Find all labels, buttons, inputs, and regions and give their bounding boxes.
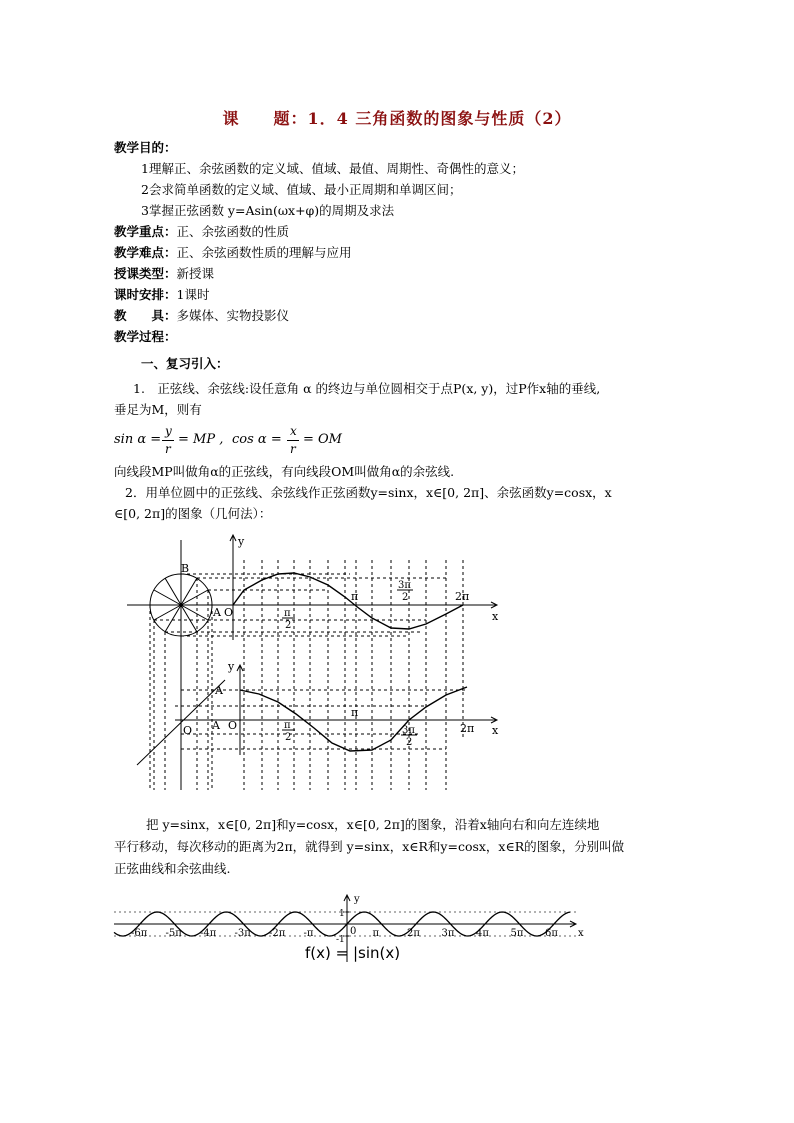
fig3-label-y: y (354, 894, 360, 905)
item2-line2: ∈[0, 2π]的图象（几何法）： (114, 506, 272, 521)
fig2-label-A1: A (215, 684, 223, 697)
fig2-label-A: A (212, 719, 220, 732)
fig3-tick-label: π (372, 928, 380, 939)
para-line1: 把 y=sinx，x∈[0, 2π]和y=cosx，x∈[0, 2π]的图象，沿着x轴向右和向左连续地 (146, 817, 600, 832)
fig2-label-3pi-num: 3π (402, 725, 415, 736)
fig1-label-pi: π (351, 590, 359, 603)
objective-3: 3掌握正弦函数 y=Asin(ωx+φ)的周期及求法 (141, 203, 395, 218)
fig3-tick-label: -5π (165, 928, 182, 939)
fig3-label-minus1: -1 (336, 935, 345, 945)
formula-cos-lhs: cos α = (232, 432, 282, 447)
fig1-label-B: B (181, 562, 190, 575)
lesson-type-label: 授课类型： (114, 266, 177, 281)
item1-line3: 向线段MP叫做角α的正弦线，有向线段OM叫做角α的余弦线. (114, 464, 455, 479)
fig1-label-A: A (213, 606, 221, 619)
formula-sin-rhs: = MP , (178, 432, 224, 447)
lesson-type-text: 新授课 (176, 266, 215, 281)
fig3-tick-label: 2π (407, 928, 420, 939)
difficulties-label: 教学难点： (114, 245, 177, 260)
objective-1: 1理解正、余弦函数的定义域、值域、最值、周期性、奇偶性的意义； (141, 161, 524, 176)
fig3-tick-label: -4π (200, 928, 217, 939)
objective-2: 2会求简单函数的定义域、值域、最小正周期和单调区间； (141, 182, 462, 197)
formula-sin-num: y (165, 424, 172, 438)
fig1-label-pi-half-num: π (284, 608, 291, 619)
process-heading: 教学过程： (114, 329, 177, 344)
fig2-label-pi: π (351, 706, 359, 719)
item2-line1: 2．用单位圆中的正弦线、余弦线作正弦函数y=sinx，x∈[0, 2π]、余弦函数y=cosx，x (125, 485, 612, 500)
fig3-tick-label: 5π (510, 928, 524, 939)
fig2-label-pi-half-num: π (284, 720, 291, 731)
fig3-tick-label: 6π (545, 928, 558, 939)
fig3-tick-label: -π (303, 928, 314, 939)
fig1-label-2pi: 2π (455, 590, 470, 603)
fig3-tick-label: -6π (131, 928, 148, 939)
fig1-label-x: x (492, 610, 499, 623)
para-line2: 平行移动，每次移动的距离为2π，就得到 y=sinx，x∈R和y=cosx，x∈R的图象，分别叫做 (114, 839, 625, 854)
fig3-tick-label: -3π (234, 928, 251, 939)
formula-sin-den: r (165, 442, 171, 456)
fig2-label-y: y (228, 660, 235, 673)
fig3-tick-label: 3π (441, 928, 455, 939)
objectives-heading: 教学目的： (114, 140, 177, 155)
item1-line2: 垂足为M，则有 (114, 402, 202, 417)
key-points-label: 教学重点： (114, 224, 177, 239)
fig2-label-2pi: 2π (460, 722, 475, 735)
fig3-label-x: x (578, 928, 584, 939)
formula-sin-lhs: sin α = (114, 432, 162, 447)
fig2-label-x: x (492, 724, 499, 737)
fig2-label-O1: O (183, 724, 193, 737)
schedule-label: 课时安排： (114, 287, 177, 302)
fig1-label-O: O (224, 606, 234, 619)
page-title: 课 题：1．4 三角函数的图象与性质（2） (222, 109, 572, 128)
fig1-label-pi-half-den: 2 (285, 620, 292, 631)
fig1-label-y: y (238, 535, 245, 548)
key-points-text: 正、余弦函数的性质 (176, 224, 290, 239)
tools-text: 多媒体、实物投影仪 (176, 308, 290, 323)
fig2-label-O: O (228, 719, 238, 732)
formula-cos-den: r (290, 442, 296, 456)
fig3-tick-label: 4π (476, 928, 489, 939)
schedule-text: 1课时 (176, 287, 210, 302)
item1-line1: 1. 正弦线、余弦线:设任意角 α 的终边与单位圆相交于点P(x, y)，过P作x轴的垂线, (133, 381, 601, 396)
fig3-label-1: 1 (339, 909, 345, 919)
formula-cos-rhs: = OM (303, 432, 342, 447)
para-line3: 正弦曲线和余弦曲线. (114, 861, 231, 876)
fig1-label-3pi-num: 3π (398, 580, 411, 591)
formula-cos-num: x (290, 424, 297, 438)
fig3-formula: f(x) = |sin(x) (305, 944, 401, 962)
tools-label: 教 具： (114, 308, 177, 323)
section-review-heading: 一、复习引入： (141, 356, 229, 371)
fig3-tick-label: -2π (269, 928, 286, 939)
fig3-label-0: 0 (350, 926, 357, 937)
fig2-label-pi-half-den: 2 (285, 732, 292, 743)
fig1-label-3pi-den: 2 (402, 592, 409, 603)
difficulties-text: 正、余弦函数性质的理解与应用 (176, 245, 352, 260)
fig2-label-3pi-den: 2 (406, 737, 413, 748)
